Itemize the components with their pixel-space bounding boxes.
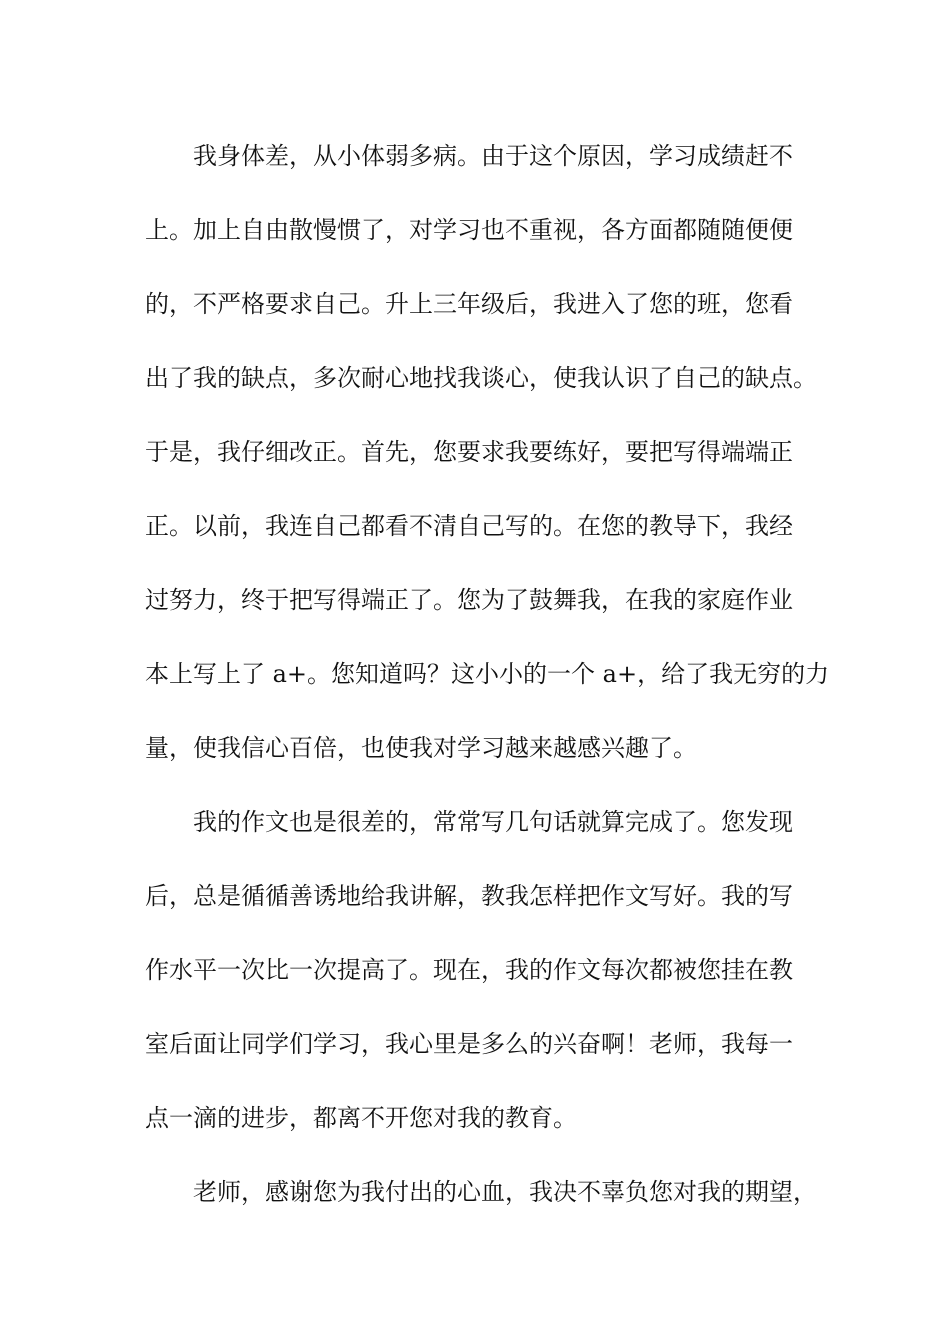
text-line: 的，不严格要求自己。升上三年级后，我进入了您的班，您看 <box>145 290 793 318</box>
text-line: 室后面让同学们学习，我心里是多么的兴奋啊！老师，我每一 <box>145 1030 793 1058</box>
text-line: 本上写上了 a+。您知道吗？这小小的一个 a+，给了我无穷的力 <box>145 660 830 688</box>
document-body <box>145 119 845 1229</box>
text-line: 于是，我仔细改正。首先，您要求我要练好，要把写得端端正 <box>145 438 793 466</box>
text-line: 量，使我信心百倍，也使我对学习越来越感兴趣了。 <box>145 734 697 762</box>
text-line: 作水平一次比一次提高了。现在，我的作文每次都被您挂在教 <box>145 956 793 984</box>
text-line: 正。以前，我连自己都看不清自己写的。在您的教导下，我经 <box>145 512 793 540</box>
text-line: 出了我的缺点，多次耐心地找我谈心，使我认识了自己的缺点。 <box>145 364 817 392</box>
text-line: 老师，感谢您为我付出的心血，我决不辜负您对我的期望， <box>193 1178 817 1206</box>
text-line: 上。加上自由散慢惯了，对学习也不重视，各方面都随随便便 <box>145 216 793 244</box>
text-line: 我身体差，从小体弱多病。由于这个原因，学习成绩赶不 <box>193 142 793 170</box>
text-line: 过努力，终于把写得端正了。您为了鼓舞我，在我的家庭作业 <box>145 586 793 614</box>
text-line: 我的作文也是很差的，常常写几句话就算完成了。您发现 <box>193 808 793 836</box>
text-line: 后，总是循循善诱地给我讲解，教我怎样把作文写好。我的写 <box>145 882 793 910</box>
text-line: 点一滴的进步，都离不开您对我的教育。 <box>145 1104 577 1132</box>
